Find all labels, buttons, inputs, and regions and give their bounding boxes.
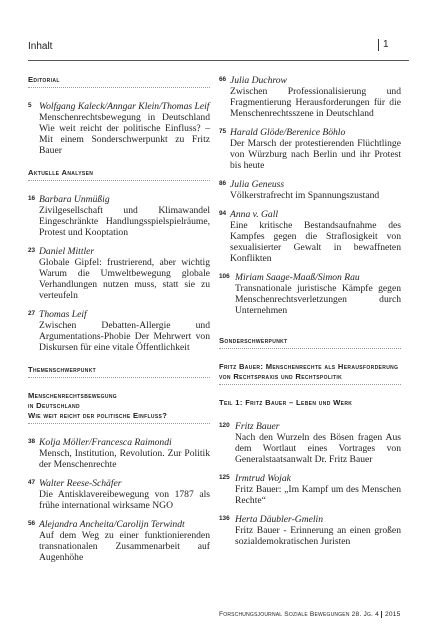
footer xyxy=(219,611,400,618)
section-sonderschwerpunkt: Sonderschwerpunkt xyxy=(219,336,401,349)
entry-title: Eine kritische Bestandsaufnahme des Kampfes gegen die Straflosigkeit von sexualisierter Gewalt in bewaffneten Konflikten xyxy=(230,220,401,264)
page-ref: 16 xyxy=(28,195,36,202)
page-ref: 23 xyxy=(28,247,36,254)
theme-heading-line2: in Deutschland xyxy=(28,401,80,410)
entry-title: Menschenrechtsbewegung in Deutschland Wie weit reicht der politische Einfluss? – Mit einem Sonderschwerpunkt zu Fritz Bauer xyxy=(39,112,210,156)
entry-author: Daniel Mittler xyxy=(39,246,95,257)
toc-entry[interactable] xyxy=(28,246,210,301)
page-ref: 66 xyxy=(219,76,227,83)
entry-title: Zwischen Professionalisierung und Fragmentierung Herausforderungen für die Menschenrechtsszene in Deutschland xyxy=(230,86,401,119)
page-ref: 56 xyxy=(28,520,36,527)
entry-author: Julia Geneuss xyxy=(230,179,285,190)
entry-title: Zivilgesellschaft und Klimawandel Eingeschränkte Handlungsspielspielräume, Protest und Kooptation xyxy=(39,205,210,238)
toc-entry[interactable] xyxy=(219,179,401,201)
toc-entry[interactable] xyxy=(219,473,401,506)
toc-entry[interactable] xyxy=(28,478,210,511)
page-title: Inhalt xyxy=(28,41,53,52)
page-ref: 86 xyxy=(219,180,227,187)
entry-author: Herta Däubler-Gmelin xyxy=(235,514,324,525)
page-ref: 106 xyxy=(219,273,230,280)
entry-author: Walter Reese-Schäfer xyxy=(39,478,122,489)
entry-title: Transnationale juristische Kämpfe gegen Menschenrechtsverletzungen durch Unternehmen xyxy=(235,283,401,316)
entry-author: Thomas Leif xyxy=(39,309,87,320)
page-ref: 27 xyxy=(28,310,36,317)
section-themenschwerpunkt: Themenschwerpunkt xyxy=(28,365,210,378)
page-ref: 125 xyxy=(219,474,230,481)
entry-title: Globale Gipfel: frustrierend, aber wichtig Warum die Umweltbewegung globale Verhandlungen nutzen muss, statt sie zu verteufeln xyxy=(39,257,210,301)
entry-author: Wolfgang Kaleck/Anngar Klein/Thomas Leif xyxy=(39,101,210,112)
toc-entry[interactable] xyxy=(28,309,210,353)
section-editorial: Editorial xyxy=(28,75,210,88)
page-ref: 75 xyxy=(219,128,227,135)
part-heading: Teil 1: Fritz Bauer – Leben und Werk xyxy=(219,398,353,407)
special-focus-heading: Fritz Bauer: Menschenrechte als Herausforderung von Rechtspraxis und Rechtspolitik xyxy=(219,362,401,385)
entry-author: Kolja Möller/Francesca Raimondi xyxy=(39,437,172,448)
page-ref: 5 xyxy=(28,102,32,109)
page-ref: 120 xyxy=(219,422,230,429)
entry-title: Zwischen Debatten-Allergie und Argumentations-Phobie Der Mehrwert von Diskursen für eine vitale Öffentlichkeit xyxy=(39,320,210,353)
page-ref: 94 xyxy=(219,210,227,217)
toc-entry[interactable] xyxy=(28,194,210,238)
page-number: 1 xyxy=(378,39,389,51)
toc-right-column xyxy=(219,60,401,547)
footer-year: 2015 xyxy=(381,611,400,618)
toc-entry[interactable] xyxy=(219,75,401,119)
entry-title: Völkerstrafrecht im Spannungszustand xyxy=(230,190,380,201)
entry-title: Der Marsch der protestierenden Flüchtlinge von Würzburg nach Berlin und ihr Protest bis heute xyxy=(230,138,401,171)
entry-author: Fritz Bauer xyxy=(235,421,280,432)
toc-entry[interactable] xyxy=(219,209,401,264)
entry-author: Anna v. Gall xyxy=(230,209,279,220)
entry-author: Alejandra Ancheita/Carolijn Terwindt xyxy=(39,519,185,530)
entry-title: Fritz Bauer - Erinnerung an einen großen sozialdemokratischen Juristen xyxy=(235,525,401,547)
toc-entry[interactable] xyxy=(219,272,401,316)
entry-author: Harald Glöde/Berenice Böhlo xyxy=(230,127,346,138)
page-ref: 136 xyxy=(219,515,230,522)
footer-journal: Forschungsjournal Soziale Bewegungen 28. Jg. 4 xyxy=(219,611,379,618)
page-ref: 38 xyxy=(28,438,36,445)
toc-entry[interactable] xyxy=(219,127,401,171)
entry-title: Die Antisklavereibewegung von 1787 als frühe international wirksame NGO xyxy=(39,489,210,511)
entry-title: Fritz Bauer: „Im Kampf um des Menschen Rechte“ xyxy=(235,484,401,506)
toc-entry[interactable] xyxy=(28,437,210,470)
entry-author: Irmtrud Wojak xyxy=(235,473,291,484)
section-aktuelle-analysen: Aktuelle Analysen xyxy=(28,168,210,181)
entry-title: Nach den Wurzeln des Bösen fragen Aus dem Wortlaut eines Vortrages von Generalstaatsanwalt Dr. Fritz Bauer xyxy=(235,432,401,465)
entry-author: Miriam Saage-Maaß/Simon Rau xyxy=(235,272,360,283)
theme-heading-line1: Menschenrechtsbewegung xyxy=(28,391,118,400)
entry-author: Barbara Unmüßig xyxy=(39,194,110,205)
toc-left-column xyxy=(28,60,210,563)
entry-title: Auf dem Weg zu einer funktionierenden transnationalen Zusammenarbeit auf Augenhöhe xyxy=(39,530,210,563)
toc-entry[interactable] xyxy=(28,519,210,563)
entry-author: Julia Duchrow xyxy=(230,75,287,86)
toc-entry[interactable] xyxy=(219,421,401,465)
toc-entry[interactable] xyxy=(28,101,210,156)
page-ref: 47 xyxy=(28,479,36,486)
entry-title: Mensch, Institution, Revolution. Zur Politik der Menschenrechte xyxy=(39,448,210,470)
toc-entry[interactable] xyxy=(219,514,401,547)
theme-heading-line3: Wie weit reicht der politische Einfluss? xyxy=(28,411,210,424)
